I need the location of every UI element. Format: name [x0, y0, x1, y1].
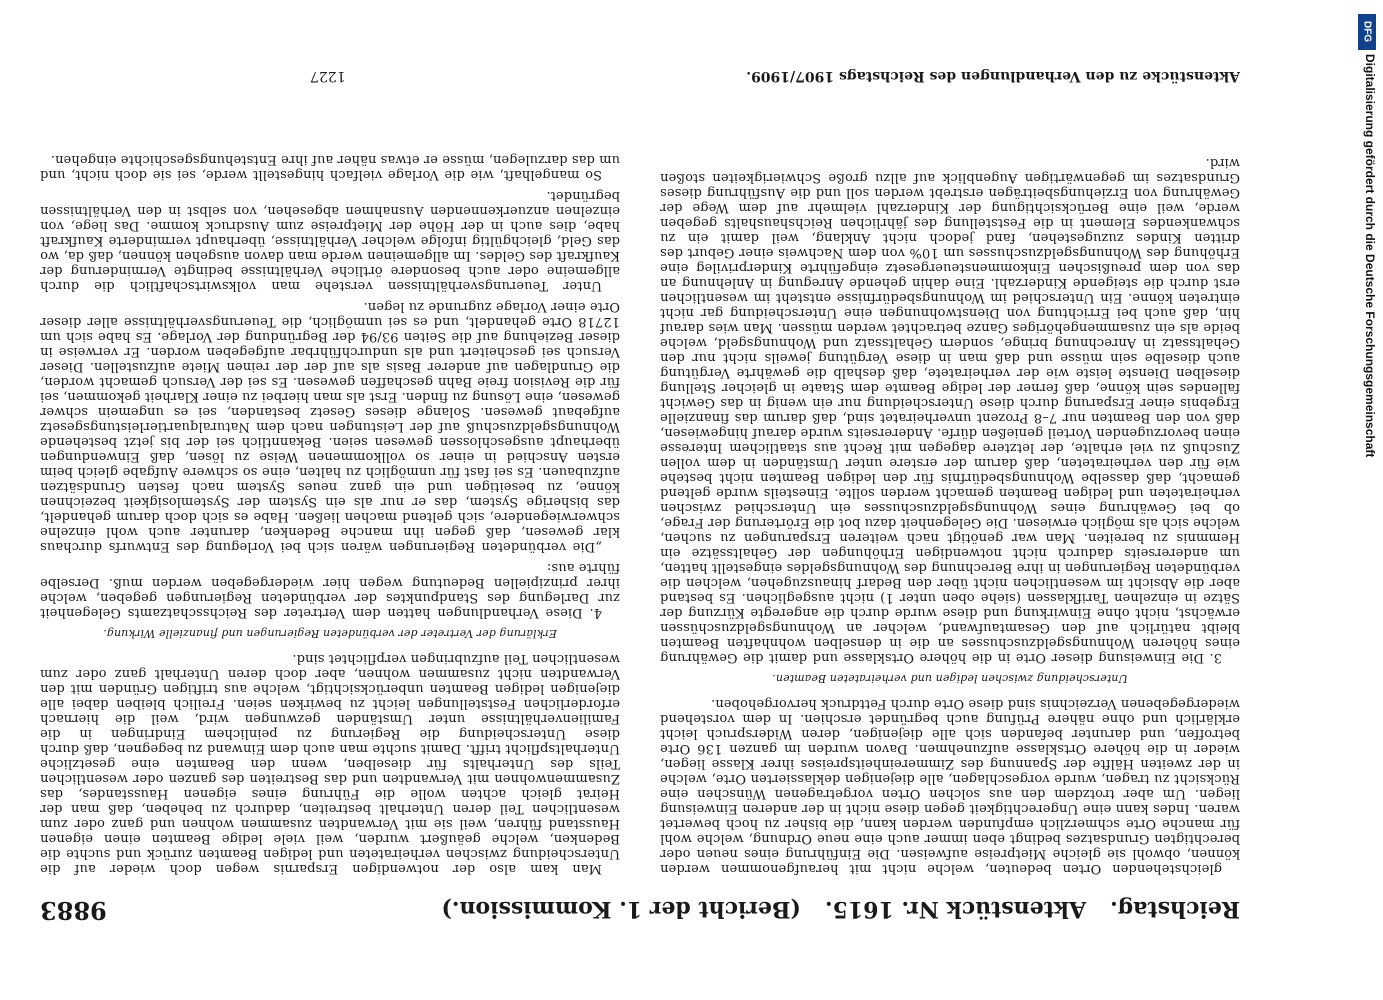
paragraph: gleichstehenden Orten bedeuten, welche nicht mit heraufgenommen werden können, obwohl sie gleiche Mietpreise aufweisen. Die Einführung eines neuen oder berechtigten Grundsatzes bedingt eben immer auch eine neue Ordnung, welche wohl für manche Orte schmerzlich empfunden werden kann, die bisher zu hoch bewertet waren. Indes kann eine Ungerechtigkeit gegen diese nicht in der anderen Einweisung liegen. Um aber trotzdem den aus solchen Orten vorgetragenen Wünschen eine Rücksicht zu tragen, wurde vorgeschlagen, alle diejenigen deklassierten Orte, welche in der zweiten Hälfte der Spannung des Zimmereinheitspreises ihrer Klasse liegen, wieder in die höhere Ortsklasse aufzunehmen. Davon wurden im ganzen 136 Orte betroffen, und darunter befanden sich alle diejenigen, deren Widerspruch leicht erklärlich und ohne nähere Prüfung auch begründet erschien. In dem vorstehend wiedergegebenen Verzeichnis sind diese Orte durch Fettdruck hervorgehoben.	[660, 696, 1240, 876]
paragraph: So mangelhaft, wie die Vorlage vielfach hingestellt werde, sei sie doch nicht, und um das darzulegen, müsse er etwas näher auf ihre Entstehungsgeschichte eingehen.	[40, 152, 620, 182]
text-column-right	[40, 136, 620, 876]
text-columns	[40, 136, 1240, 876]
dfg-logo: DFG	[1358, 14, 1376, 50]
header-document-number: Aktenstück Nr. 1615.	[824, 896, 1087, 922]
section-heading: Erklärung der Vertreter der verbündeten Regierungen und finanzielle Wirkung.	[103, 627, 557, 640]
header-left	[441, 896, 1240, 922]
digitization-note	[1357, 14, 1377, 994]
paragraph: 3. Die Einweisung dieser Orte in die höhere Ortsklasse und damit die Gewährung eines höheren Wohnungsgeldzuschusses an die in denselben wohnhaften Beamten bleibt natürlich auf den Gesamtaufwand, welcher an Wohnungsgeldzuschüssen erwächst, nicht ohne Einwirkung und diese wurde durch die angeregte Kürzung der Sätze in einzelnen Tarifklassen (siehe oben unter 1) nicht ausgeglichen. Es bestand aber die Absicht im wesentlichen nicht über den Bedarf hinauszugehen, welchen die verbündeten Regierungen in ihre Berechnung des Wohnungsgeldes eingestellt hatten, um andererseits dadurch nicht notwendigen Erhöhungen der Gehaltssätze ein Hemmnis zu bereiten. Man war genötigt nach weiteren Ersparungen zu suchen, welche sich als möglich erwiesen. Die Gelegenheit dazu bot die Erörterung der Frage, ob bei Gewährung eines Wohnungsgeldzuschusses ein Unterschied zwischen verheirateten und ledigen Beamten gemacht werden sollte. Einesteils wurde geltend gemacht, daß dasselbe Wohnungsbedürfnis für den ledigen Beamten nicht bestehe wie für den verheirateten, daß darum der erstere unter Umständen in dem vollen Zuschuß zu viel erhalte, der letztere dagegen mit Recht aus staatlichem Interesse einen bevorzugenden Vorteil genießen dürfe. Andererseits wurde darauf hingewiesen, daß von den Beamten nur 7–8 Prozent unverheiratet sind, daß darum das finanzielle Ergebnis einer Ersparung durch diese Unterscheidung nur ein wenig in das Gewicht fallendes sein könne, daß ferner der ledige Beamte dem Staate in gleicher Stellung dieselben Dienste leiste wie der verheiratete, daß deshalb die gewährte Vergütung auch dieselbe sein müsse und daß man in diese Vergütung jeweils nicht nur den Gehaltssatz in Anrechnung bringe, sondern Gehaltssatz und Wohnungsgeld, welche beide als ein zusammengehöriges Ganze betrachtet werden müssen. Man wies darauf hin, daß auch bei Errichtung von Dienstwohnungen eine Unterscheidung gar nicht eintreten könne. Ein Unterschied im Wohnungsbedürfnisse entsteht im wesentlichen erst durch die steigende Kinderzahl. Eine dahin gehende Anregung in Anlehnung an das von dem preußischen Einkommensteuergesetz eingeführte Kinderprivileg eine Erhöhung des Wohnungsgeldzuschusses um 10% von dem Nachweis einer Geburt des dritten Kindes zuzugestehen, fand jedoch nicht Anklang, weil damit ein zu schwankendes Element in die Feststellung des jährlichen Reichshaushalts gegeben werde, weil eine Berücksichtigung der Kinderzahl vielmehr auf dem Wege der Gewährung von Erziehungsbeiträgen erstrebt werden soll und die Ausführung dieses Grundsatzes im gegenwärtigen Augenblick auf allzu große Schwierigkeiten stoßen wird.	[660, 155, 1240, 665]
paragraph: Man kam also der notwendigen Ersparnis wegen doch wieder auf die Unterscheidung zwischen verheirateten und ledigen Beamten zurück und suchte die Bedenken, welche geäußert wurden, weil viele ledige Beamten einen eigenen Hausstand führen, weil sie mit Verwandten zusammen wohnen und ganz oder zum wesentlichen Teil deren Unterhalt bestreiten, dadurch zu beheben, daß man der Heirat gleich achten wolle die Führung eines eigenen Hausstandes, das Zusammenwohnen mit Verwandten und das Bestreiten des ganzen oder wesentlichen Teils des Unterhalts für dieselben, wenn den Beamten eine gesetzliche Unterhaltspflicht trifft. Damit suchte man auch dem Einwand zu begegnen, daß durch diese Unterscheidung die Regierung zu peinlichem Eindringen in die Familienverhältnisse unter Umständen gezwungen wird, weil die hiernach erforderlichen Feststellungen leicht zu bewirken seien. Freilich bleiben dabei alle diejenigen ledigen Beamten unberücksichtigt, welche aus triftigen Gründen mit den Verwandten nicht zusammen wohnen, aber doch deren Unterhalt ganz oder zum wesentlichen Teil aufzubringen verpflichtet sind.	[40, 651, 620, 876]
header-commission: (Bericht der 1. Kommission.)	[441, 896, 801, 922]
paragraph: „Die verbündeten Regierungen wären sich bei Vorlegung des Entwurfs durchaus klar gewesen, daß gegen ihn manche Bedenken, darunter auch wohl einzelne schwerwiegendere, sich geltend machen ließen. Habe es sich doch darum gehandelt, das bisherige System, das er nur als ein System der Systemlosigkeit bezeichnen könne, zu beseitigen und ein ganz neues System nach festen Grundsätzen aufzubauen. Es sei fast für unmöglich zu halten, eine so schwere Aufgabe gleich beim ersten Anschied in einer so vollkommenen Weise zu lösen, daß Einwendungen überhaupt ausgeschlossen gewesen seien. Bekanntlich sei der bis jetzt bestehende Wohnungsgeldzuschuß auf der Leistungen nach dem Naturalquartierleistungsgesetz aufgebaut gewesen. Solange dieses Gesetz bestanden, sei es ungemein schwer gewesen, eine Lösung zu finden. Erst als man hierbei zu einer Klarheit gekommen, sei für die Revision freie Bahn geschaffen gewesen. Es sei der Versuch gemacht worden, die Grundlagen auf anderer Basis als auf der der reinen Miete aufzustellen. Dieser Versuch sei gescheitert und als undurchführbar aufgegeben worden. Er verweise in dieser Beziehung auf die Seiten 93/94 der Begründung der Vorlage. Es habe sich um 12718 Orte gehandelt, und es sei unmöglich, die Teuerungsverhältnisse aller dieser Orte einer Vorlage zugrunde zu legen.	[40, 299, 620, 554]
page-content-rotated	[40, 60, 1240, 940]
section-heading: Unterscheidung zwischen ledigen und verheirateten Beamten.	[772, 672, 1128, 685]
digitization-text: Digitalisierung gefördert durch die Deutsche Forschungsgemeinschaft	[1363, 54, 1377, 458]
footer-page-number: 1227	[310, 68, 346, 84]
paragraph: Unter Teuerungsverhältnissen verstehe man volkswirtschaftlich die durch allgemeine oder auch besondere örtliche Verhältnisse bedingte Verminderung der Kaufkraft des Geldes. Im allgemeinen werde man davon ausgehen können, daß da, wo das Geld, gleichgültig infolge welcher Verhältnisse, überhaupt verminderte Kaufkraft habe, dies auch in der Höhe der Mietpreise zum Ausdruck komme. Das liege, von einzelnen anzuerkennenden Ausnahmen abgesehen, von selbst in den Verhältnissen begründet.	[40, 188, 620, 293]
header-reichstag: Reichstag.	[1110, 896, 1240, 922]
footer-title: Aktenstücke zu den Verhandlungen des Reichstags 1907/1909.	[746, 68, 1240, 84]
page-header	[40, 896, 1240, 940]
page-number: 9883	[40, 896, 107, 925]
text-column-left	[660, 136, 1240, 876]
paragraph: 4. Diese Verhandlungen hatten dem Vertreter des Reichsschatzamts Gelegenheit zur Darlegung des Standpunktes der verbündeten Regierungen gegeben, welche ihrer prinzipiellen Bedeutung wegen hier wiedergegeben werden muß. Derselbe führte aus:	[40, 560, 620, 620]
